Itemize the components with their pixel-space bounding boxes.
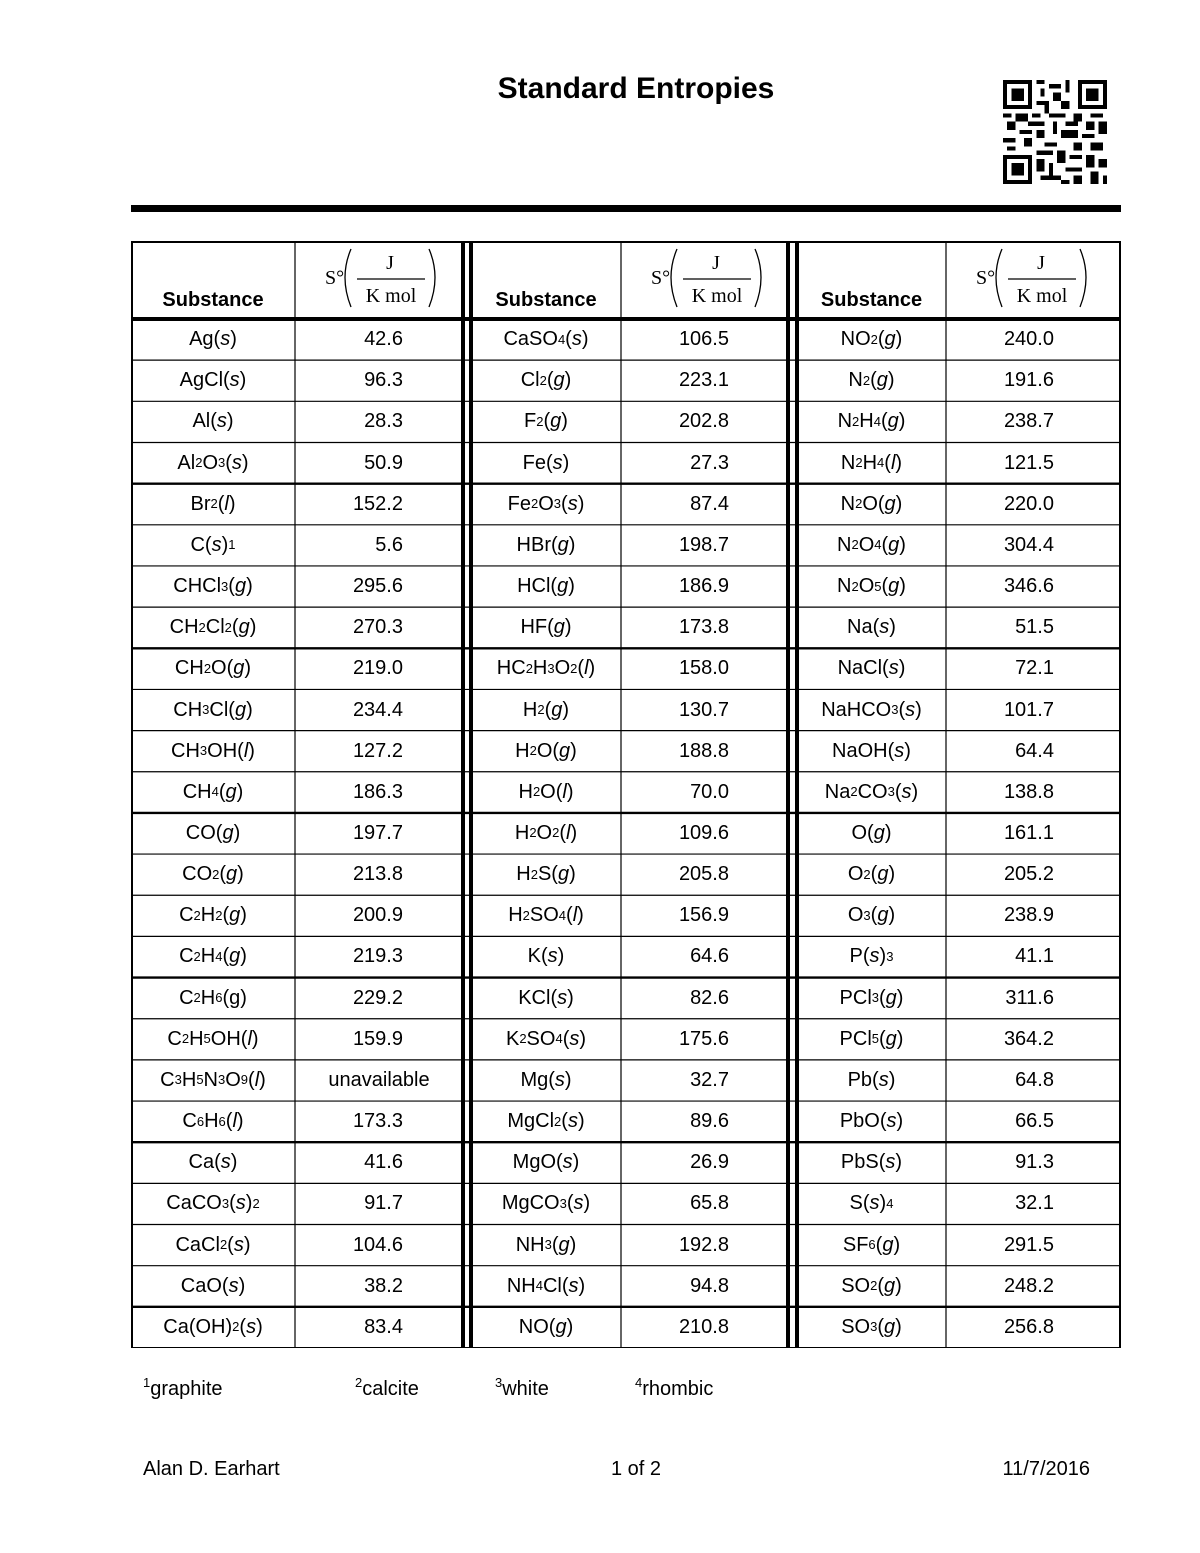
header-entropy-unit: [295, 241, 463, 319]
svg-text:J: J: [386, 252, 394, 274]
entropy-value-cell: 200.9: [352, 904, 403, 927]
header-entropy-unit: [946, 241, 1121, 319]
entropy-value-cell: 186.9: [678, 575, 729, 598]
entropy-value-cell: 130.7: [678, 698, 729, 721]
entropy-value-cell: 219.0: [352, 657, 403, 680]
entropy-value-cell: 346.6: [1003, 575, 1054, 598]
entropy-value-cell: 38.2: [364, 1274, 403, 1297]
entropy-unit-formula: [295, 241, 463, 319]
entropy-value-cell: 202.8: [678, 410, 729, 433]
substance-cell: C 2 H 2 ( g ): [179, 904, 247, 927]
substance-cell: CH 4 ( g ): [182, 780, 244, 803]
substance-cell: H 2 S( g ): [516, 863, 576, 886]
entropy-value-cell: 27.3: [690, 451, 729, 474]
substance-cell: MgCO 3 ( s ): [501, 1192, 591, 1215]
entropy-value-cell: 65.8: [690, 1192, 729, 1215]
entropy-value-cell: 138.8: [1003, 780, 1054, 803]
svg-text:J: J: [712, 252, 720, 274]
substance-cell: MgO( s ): [512, 1151, 580, 1174]
substance-cell: C 3 H 5 N 3 O 9 ( l ): [160, 1068, 266, 1091]
entropy-value-cell: 91.7: [364, 1192, 403, 1215]
entropy-value-cell: 91.3: [1015, 1151, 1054, 1174]
entropy-value-cell: 152.2: [352, 492, 403, 515]
svg-text:J: J: [1037, 252, 1045, 274]
entropy-value-cell: 64.6: [690, 945, 729, 968]
substance-cell: Fe( s ): [522, 451, 570, 474]
footnote-1: $^1$graphite: [143, 1375, 223, 1400]
header-entropy-unit: [621, 241, 788, 319]
entropy-value-cell: 32.1: [1015, 1192, 1054, 1215]
substance-cell: K 2 SO 4 ( s ): [505, 1027, 587, 1050]
substance-cell: NaOH( s ): [832, 739, 911, 762]
entropy-value-cell: 304.4: [1003, 533, 1054, 556]
entropy-value-cell: 101.7: [1003, 698, 1054, 721]
entropy-value-cell: 26.9: [690, 1151, 729, 1174]
substance-cell: HBr( g ): [516, 533, 576, 556]
svg-text:S°: S°: [651, 267, 671, 289]
substance-cell: C 2 H 4 ( g ): [179, 945, 247, 968]
entropy-value-cell: 87.4: [690, 492, 729, 515]
header-substance: Substance: [495, 289, 597, 311]
title-rule: [131, 205, 1121, 212]
entropy-value-cell: 32.7: [690, 1068, 729, 1091]
footnote-3: $^3$white: [495, 1375, 549, 1400]
substance-cell: NO 2 ( g ): [840, 328, 903, 351]
entropy-value-cell: 238.7: [1003, 410, 1054, 433]
entropy-value-cell: 42.6: [364, 328, 403, 351]
substance-cell: Mg( s ): [520, 1068, 572, 1091]
entropy-value-cell: 364.2: [1003, 1027, 1054, 1050]
substance-cell: CH 2 O( g ): [174, 657, 252, 680]
entropy-value-cell: 41.6: [364, 1151, 403, 1174]
entropy-value-cell: 104.6: [352, 1233, 403, 1256]
substance-cell: HF( g ): [520, 616, 572, 639]
footnote-4: $^4$rhombic: [635, 1375, 714, 1400]
entropy-value-cell: 70.0: [690, 780, 729, 803]
entropy-value-cell: 89.6: [690, 1110, 729, 1133]
entropy-value-cell: 186.3: [352, 780, 403, 803]
entropy-value-cell: 5.6: [375, 533, 403, 556]
entropy-value-cell: 175.6: [678, 1027, 729, 1050]
entropy-value-cell: 66.5: [1015, 1110, 1054, 1133]
substance-cell: Ag( s ): [189, 328, 237, 351]
substance-cell: Na( s ): [847, 616, 896, 639]
entropy-value-cell: 213.8: [352, 863, 403, 886]
entropy-value-cell: 197.7: [352, 821, 403, 844]
substance-cell: K( s ): [527, 945, 565, 968]
entropy-value-cell: 219.3: [352, 945, 403, 968]
substance-cell: H 2 ( g ): [522, 698, 570, 721]
substance-cell: O 2 ( g ): [847, 863, 896, 886]
entropy-value-cell: 198.7: [678, 533, 729, 556]
substance-cell: CH 2 Cl 2 ( g ): [169, 616, 257, 639]
entropy-value-cell: 51.5: [1015, 616, 1054, 639]
entropy-value-cell: 192.8: [678, 1233, 729, 1256]
substance-cell: Al 2 O 3 ( s ): [177, 451, 249, 474]
entropy-value-cell: 94.8: [690, 1274, 729, 1297]
entropy-value-cell: 210.8: [678, 1315, 729, 1338]
entropy-value-cell: 159.9: [352, 1027, 403, 1050]
entropy-unit-formula: [946, 241, 1121, 319]
substance-cell: CO( g ): [185, 821, 241, 844]
header-substance: Substance: [162, 289, 264, 311]
entropy-value-cell: 220.0: [1003, 492, 1054, 515]
substance-cell: KCl( s ): [518, 986, 574, 1009]
substance-cell: CaCO 3 ( s ) 2: [166, 1192, 260, 1215]
substance-cell: CH 3 OH( l ): [171, 739, 255, 762]
substance-cell: NH 3 ( g ): [515, 1233, 577, 1256]
substance-cell: SF 6 ( g ): [842, 1233, 901, 1256]
substance-cell: H 2 O( g ): [515, 739, 577, 762]
substance-cell: CaO( s ): [180, 1274, 246, 1297]
entropy-value-cell: 270.3: [352, 616, 403, 639]
substance-cell: CH 3 Cl( g ): [173, 698, 253, 721]
entropy-value-cell: 83.4: [364, 1315, 403, 1338]
substance-cell: HCl( g ): [517, 575, 575, 598]
entropy-value-cell: 82.6: [690, 986, 729, 1009]
substance-cell: PbS( s ): [840, 1151, 903, 1174]
substance-cell: N 2 O 4 ( g ): [837, 533, 906, 556]
entropy-value-cell: 295.6: [352, 575, 403, 598]
substance-cell: C 2 H 6 (g): [179, 986, 247, 1009]
entropy-value-cell: 173.8: [678, 616, 729, 639]
substance-cell: C 2 H 5 OH( l ): [167, 1027, 259, 1050]
substance-cell: Fe 2 O 3 ( s ): [507, 492, 585, 515]
substance-cell: CaCl 2 ( s ): [175, 1233, 251, 1256]
entropy-value-cell: 234.4: [352, 698, 403, 721]
substance-cell: Al( s ): [192, 410, 234, 433]
entropy-value-cell: 229.2: [352, 986, 403, 1009]
footer-page: 1 of 2: [610, 1458, 662, 1480]
substance-cell: F 2 ( g ): [524, 410, 568, 433]
entropy-value-cell: 223.1: [678, 369, 729, 392]
svg-text:K mol: K mol: [1016, 285, 1068, 307]
substance-cell: CO 2 ( g ): [182, 863, 244, 886]
substance-cell: NaCl( s ): [837, 657, 906, 680]
entropy-unit-formula: [621, 241, 788, 319]
entropy-value-cell: 311.6: [1005, 986, 1054, 1009]
entropy-value-cell: 64.4: [1015, 739, 1054, 762]
entropy-value-cell: 72.1: [1015, 657, 1054, 680]
entropy-value-cell: 158.0: [678, 657, 729, 680]
page-title: Standard Entropies: [497, 72, 775, 105]
entropy-value-cell: 238.9: [1003, 904, 1054, 927]
entropy-value-cell: 240.0: [1003, 328, 1054, 351]
entropy-value-cell: 256.8: [1003, 1315, 1054, 1338]
footnote-2: $^2$calcite: [355, 1375, 419, 1400]
entropy-value-cell: 205.2: [1003, 863, 1054, 886]
entropy-value-cell: 205.8: [678, 863, 729, 886]
substance-cell: Pb( s ): [847, 1068, 896, 1091]
header-substance: Substance: [820, 289, 923, 311]
entropy-value-cell: 188.8: [678, 739, 729, 762]
svg-text:K mol: K mol: [365, 285, 417, 307]
entropy-value-cell: 161.1: [1003, 821, 1054, 844]
substance-cell: SO 2 ( g ): [841, 1274, 902, 1297]
footer-author: Alan D. Earhart: [143, 1458, 280, 1480]
substance-cell: N 2 O( g ): [840, 492, 903, 515]
substance-cell: HC 2 H 3 O 2 ( l ): [496, 657, 596, 680]
substance-cell: CaSO 4 ( s ): [503, 328, 589, 351]
substance-cell: H 2 SO 4 ( l ): [508, 904, 584, 927]
substance-cell: N 2 O 5 ( g ): [837, 575, 906, 598]
substance-cell: NaHCO 3 ( s ): [821, 698, 922, 721]
substance-cell: O( g ): [851, 821, 892, 844]
substance-cell: N 2 H 4 ( g ): [837, 410, 906, 433]
substance-cell: H 2 O 2 ( l ): [514, 821, 578, 844]
entropy-value-cell: unavailable: [328, 1068, 430, 1091]
entropy-value-cell: 156.9: [678, 904, 729, 927]
svg-text:K mol: K mol: [691, 285, 743, 307]
substance-cell: Ca(OH) 2 ( s ): [163, 1315, 263, 1338]
substance-cell: N 2 ( g ): [848, 369, 895, 392]
entropy-value-cell: 121.5: [1003, 451, 1054, 474]
substance-cell: PCl 3 ( g ): [839, 986, 904, 1009]
substance-cell: NH 4 Cl( s ): [506, 1274, 586, 1297]
qr-code-icon: [1003, 80, 1107, 184]
entropy-value-cell: 248.2: [1003, 1274, 1054, 1297]
entropy-value-cell: 41.1: [1015, 945, 1054, 968]
substance-cell: P( s ) 3: [849, 945, 894, 968]
substance-cell: AgCl( s ): [179, 369, 247, 392]
substance-cell: CHCl 3 ( g ): [173, 575, 253, 598]
entropy-value-cell: 109.6: [678, 821, 729, 844]
substance-cell: Br 2 ( l ): [190, 492, 236, 515]
substance-cell: N 2 H 4 ( l ): [840, 451, 903, 474]
substance-cell: PCl 5 ( g ): [839, 1027, 904, 1050]
entropy-value-cell: 64.8: [1015, 1068, 1054, 1091]
substance-cell: NO( g ): [518, 1315, 574, 1338]
substance-cell: Ca( s ): [188, 1151, 238, 1174]
substance-cell: Cl 2 ( g ): [520, 369, 572, 392]
entropy-value-cell: 191.6: [1003, 369, 1054, 392]
substance-cell: H 2 O( l ): [518, 780, 574, 803]
substance-cell: Na 2 CO 3 ( s ): [824, 780, 919, 803]
svg-text:S°: S°: [325, 267, 345, 289]
entropy-value-cell: 106.5: [678, 328, 729, 351]
substance-cell: PbO( s ): [839, 1110, 904, 1133]
substance-cell: C( s ) 1: [190, 533, 236, 556]
svg-text:S°: S°: [976, 267, 996, 289]
entropy-value-cell: 127.2: [352, 739, 403, 762]
entropy-value-cell: 50.9: [364, 451, 403, 474]
substance-cell: C 6 H 6 ( l ): [182, 1110, 244, 1133]
entropy-table: [131, 241, 1121, 1348]
entropy-value-cell: 28.3: [364, 410, 403, 433]
substance-cell: SO 3 ( g ): [841, 1315, 902, 1338]
entropy-value-cell: 291.5: [1003, 1233, 1054, 1256]
substance-cell: MgCl 2 ( s ): [507, 1110, 585, 1133]
entropy-value-cell: 96.3: [364, 369, 403, 392]
footer-date: 11/7/2016: [1002, 1458, 1090, 1480]
substance-cell: O 3 ( g ): [847, 904, 896, 927]
entropy-value-cell: 173.3: [352, 1110, 403, 1133]
substance-cell: S( s ) 4: [849, 1192, 894, 1215]
